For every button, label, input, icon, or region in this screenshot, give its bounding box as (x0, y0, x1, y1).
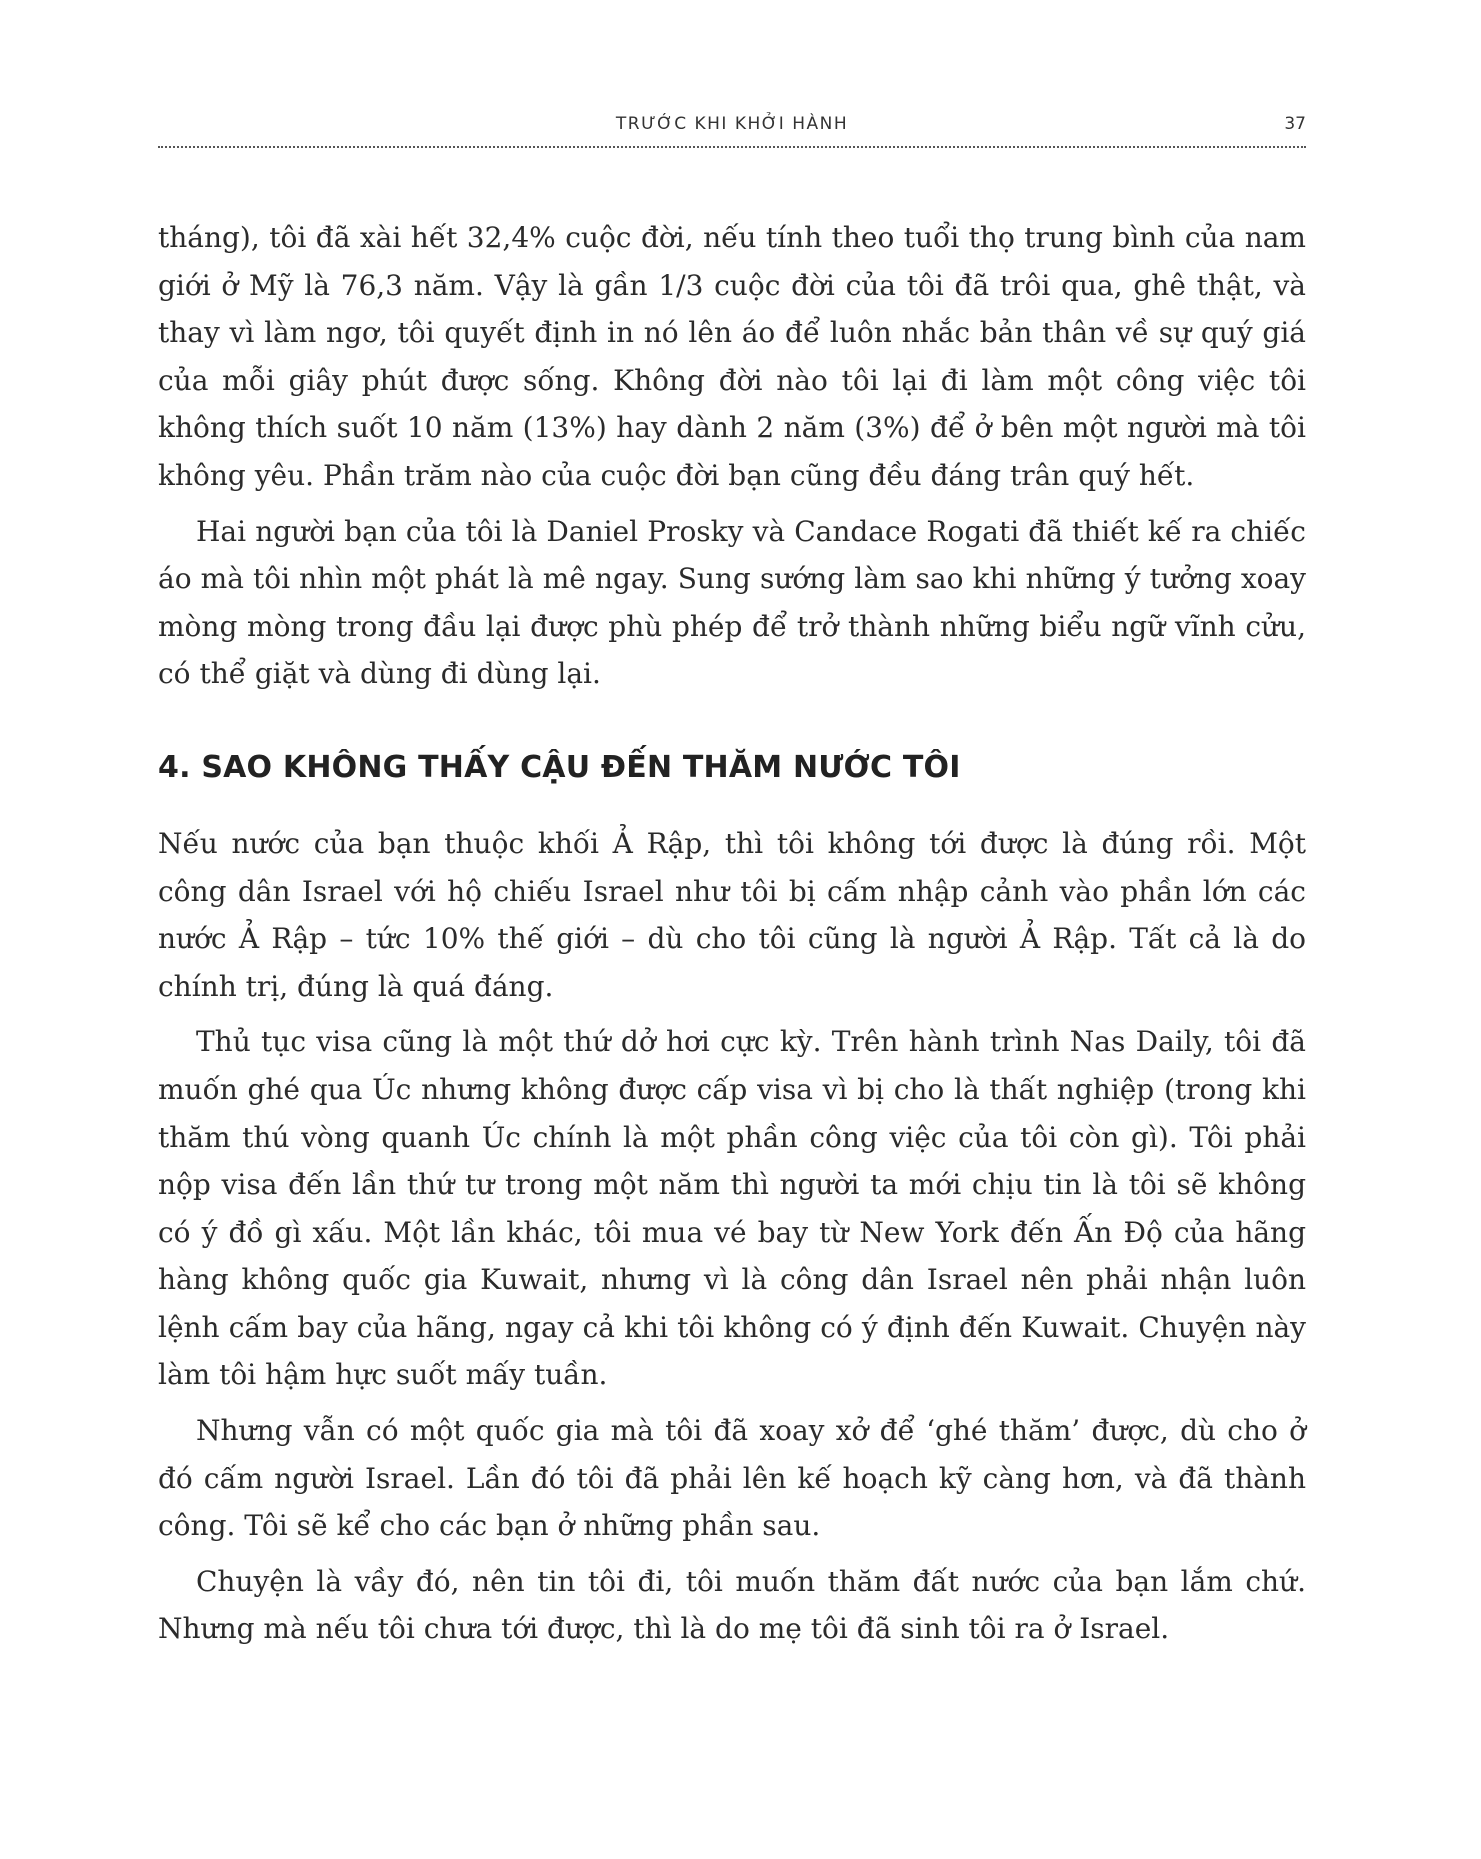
paragraph: tháng), tôi đã xài hết 32,4% cuộc đời, nếu tính theo tuổi thọ trung bình của nam giới ở Mỹ là 76,3 năm. Vậy là gần 1/3 cuộc đời của tôi đã trôi qua, ghê thật, và thay vì làm ngơ, tôi quyết định in nó lên áo để luôn nhắc bản thân về sự quý giá của mỗi giây phút được sống. Không đời nào tôi lại đi làm một công việc tôi không thích suốt 10 năm (13%) hay dành 2 năm (3%) để ở bên một người mà tôi không yêu. Phần trăm nào của cuộc đời bạn cũng đều đáng trân quý hết. (158, 221, 1306, 492)
paragraph: Chuyện là vầy đó, nên tin tôi đi, tôi muốn thăm đất nước của bạn lắm chứ. Nhưng mà nếu tôi chưa tới được, thì là do mẹ tôi đã sinh tôi ra ở Israel. (158, 1564, 1306, 1646)
paragraph: Nhưng vẫn có một quốc gia mà tôi đã xoay xở để ‘ghé thăm’ được, dù cho ở đó cấm người Israel. Lần đó tôi đã phải lên kế hoạch kỹ càng hơn, và đã thành công. Tôi sẽ kể cho các bạn ở những phần sau. (158, 1414, 1306, 1543)
section-heading: 4. SAO KHÔNG THẤY CẬU ĐẾN THĂM NƯỚC TÔI (158, 749, 961, 785)
paragraph: Thủ tục visa cũng là một thứ dở hơi cực kỳ. Trên hành trình Nas Daily, tôi đã muốn ghé qua Úc nhưng không được cấp visa vì bị cho là thất nghiệp (trong khi thăm thú vòng quanh Úc chính là một phần công việc của tôi còn gì). Tôi phải nộp visa đến lần thứ tư trong một năm thì người ta mới chịu tin là tôi sẽ không có ý đồ gì xấu. Một lần khác, tôi mua vé bay từ New York đến Ấn Độ của hãng hàng không quốc gia Kuwait, nhưng vì là công dân Israel nên phải nhận luôn lệnh cấm bay của hãng, ngay cả khi tôi không có ý định đến Kuwait. Chuyện này làm tôi hậm hực suốt mấy tuần. (158, 1025, 1306, 1392)
body-text (158, 214, 1306, 1661)
running-title: TRƯỚC KHI KHỞI HÀNH (615, 114, 849, 134)
page-number: 37 (1284, 114, 1306, 134)
paragraph: Nếu nước của bạn thuộc khối Ả Rập, thì tôi không tới được là đúng rồi. Một công dân Israel với hộ chiếu Israel như tôi bị cấm nhập cảnh vào phần lớn các nước Ả Rập – tức 10% thế giới – dù cho tôi cũng là người Ả Rập. Tất cả là do chính trị, đúng là quá đáng. (158, 826, 1306, 1003)
running-header (158, 108, 1306, 148)
paragraph: Hai người bạn của tôi là Daniel Prosky và Candace Rogati đã thiết kế ra chiếc áo mà tôi nhìn một phát là mê ngay. Sung sướng làm sao khi những ý tưởng xoay mòng mòng trong đầu lại được phù phép để trở thành những biểu ngữ vĩnh cửu, có thể giặt và dùng đi dùng lại. (158, 514, 1306, 691)
header-dotted-rule (158, 146, 1306, 148)
